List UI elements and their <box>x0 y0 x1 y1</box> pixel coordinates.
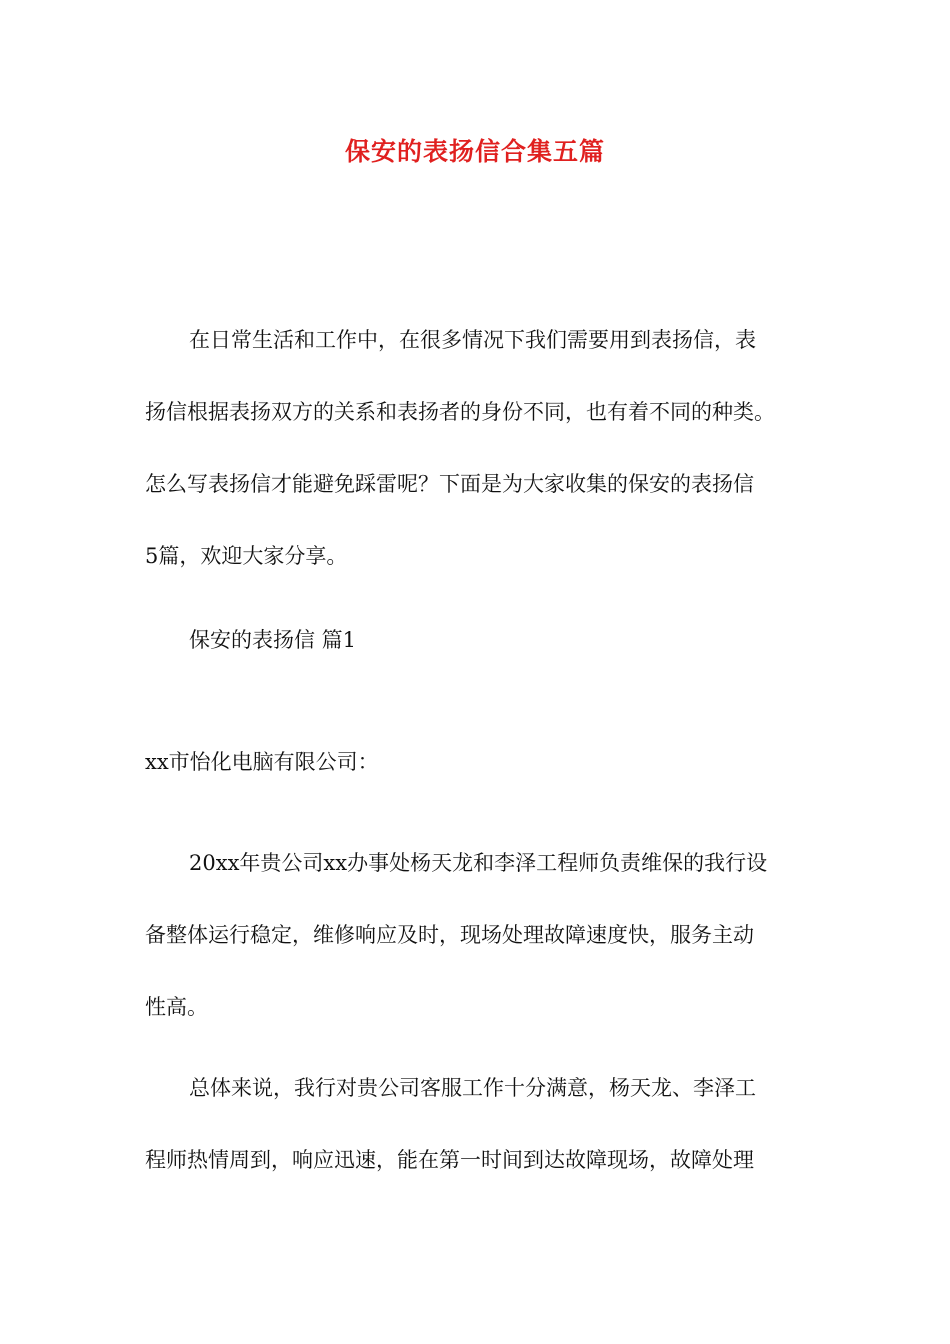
section-heading-paragraph <box>145 604 810 676</box>
paragraph1-line-2: 备整体运行稳定，维修响应及时，现场处理故障速度快，服务主动 <box>145 923 754 947</box>
section-heading: 保安的表扬信 篇1 <box>189 628 357 652</box>
salutation-paragraph <box>145 726 810 798</box>
paragraph1-line-3: 性高。 <box>145 995 208 1019</box>
intro-line-3: 怎么写表扬信才能避免踩雷呢？下面是为大家收集的保安的表扬信 <box>145 472 754 496</box>
intro-line-4: 5篇，欢迎大家分享。 <box>145 544 348 568</box>
salutation: xx市怡化电脑有限公司： <box>145 750 379 774</box>
body-paragraph-2 <box>145 1052 810 1196</box>
intro-line-1: 在日常生活和工作中，在很多情况下我们需要用到表扬信，表 <box>189 328 756 352</box>
document-title: 保安的表扬信合集五篇 <box>344 137 605 166</box>
body-paragraph-1 <box>145 827 810 1043</box>
paragraph2-line-1: 总体来说，我行对贵公司客服工作十分满意，杨天龙、李泽工 <box>189 1076 756 1100</box>
intro-line-2: 扬信根据表扬双方的关系和表扬者的身份不同，也有着不同的种类。 <box>145 400 775 424</box>
paragraph2-line-2: 程师热情周到，响应迅速，能在第一时间到达故障现场，故障处理 <box>145 1148 754 1172</box>
intro-paragraph <box>145 304 810 592</box>
paragraph1-line-1: 20xx年贵公司xx办事处杨天龙和李泽工程师负责维保的我行设 <box>189 851 768 875</box>
